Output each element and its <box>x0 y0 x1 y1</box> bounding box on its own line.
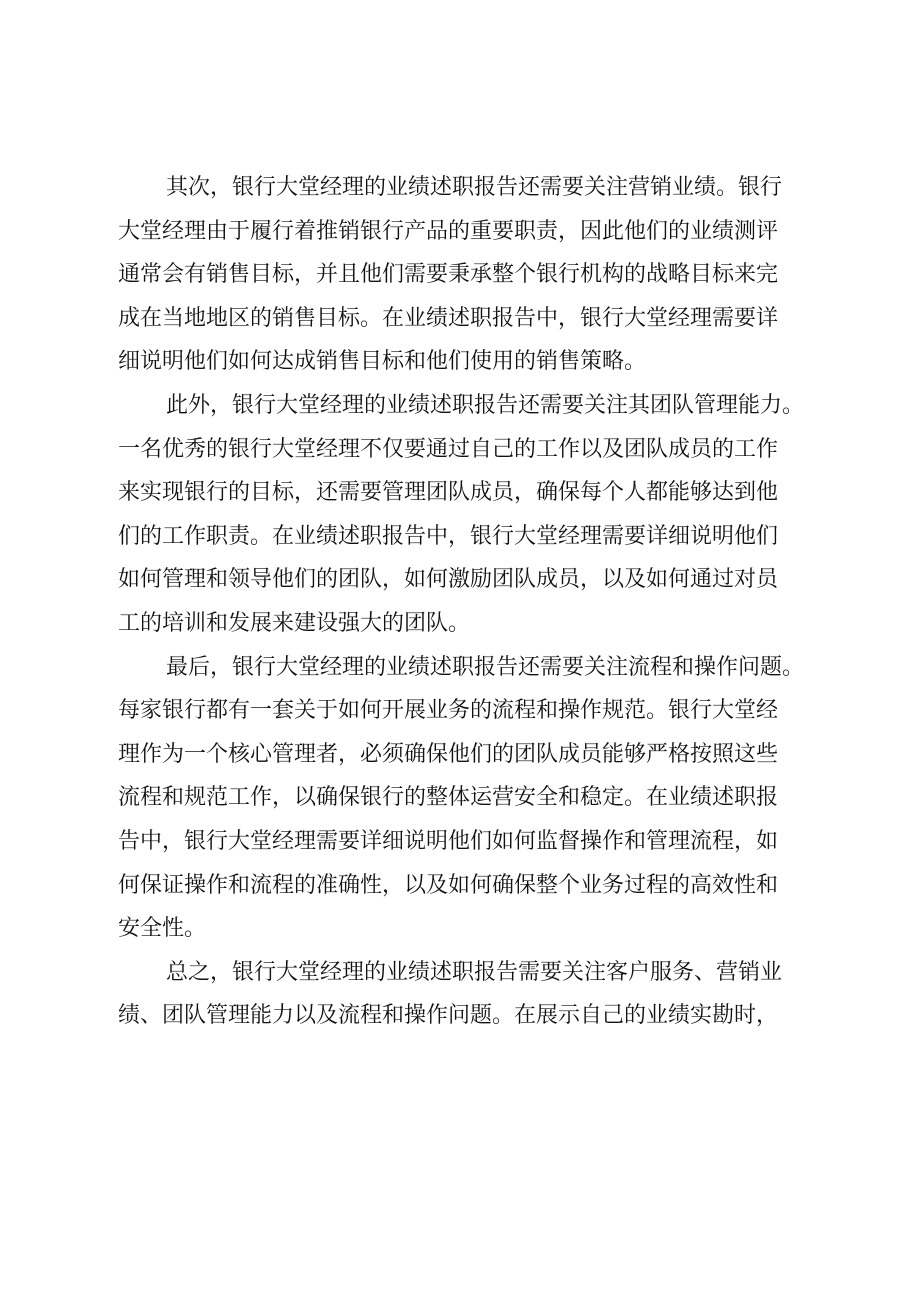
paragraph-team-management <box>118 384 828 646</box>
paragraph-line: 理作为一个核心管理者，必须确保他们的团队成员能够严格按照这些 <box>118 741 779 767</box>
paragraph-line: 工的培训和发展来建设强大的团队。 <box>118 610 471 636</box>
paragraph-summary <box>118 951 828 1038</box>
paragraph-line: 何保证操作和流程的准确性，以及如何确保整个业务过程的高效性和 <box>118 872 779 898</box>
paragraph-line: 流程和规范工作，以确保银行的整体运营安全和稳定。在业绩述职报 <box>118 785 779 811</box>
paragraph-line: 总之，银行大堂经理的业绩述职报告需要关注客户服务、营销业 <box>166 959 783 985</box>
paragraph-marketing <box>118 166 828 384</box>
paragraph-line: 来实现银行的目标，还需要管理团队成员，确保每个人都能够达到他 <box>118 480 779 506</box>
paragraph-line: 其次，银行大堂经理的业绩述职报告还需要关注营销业绩。银行 <box>166 175 783 200</box>
paragraph-line: 每家银行都有一套关于如何开展业务的流程和操作规范。银行大堂经 <box>118 698 779 724</box>
paragraph-line: 一名优秀的银行大堂经理不仅要通过自己的工作以及团队成员的工作 <box>118 436 779 462</box>
paragraph-process-operations <box>118 646 828 951</box>
paragraph-line: 通常会有销售目标，并且他们需要秉承整个银行机构的战略目标来完 <box>118 262 779 288</box>
paragraph-line: 绩、团队管理能力以及流程和操作问题。在展示自己的业绩实勘时， <box>118 1003 779 1029</box>
document-body <box>118 166 828 1038</box>
paragraph-line: 安全性。 <box>118 916 207 942</box>
paragraph-line: 最后，银行大堂经理的业绩述职报告还需要关注流程和操作问题。 <box>166 654 805 680</box>
paragraph-line: 大堂经理由于履行着推销银行产品的重要职责，因此他们的业绩测评 <box>118 218 779 244</box>
paragraph-line: 如何管理和领导他们的团队，如何激励团队成员，以及如何通过对员 <box>118 567 779 593</box>
paragraph-line: 们的工作职责。在业绩述职报告中，银行大堂经理需要详细说明他们 <box>118 523 779 549</box>
paragraph-line: 此外，银行大堂经理的业绩述职报告还需要关注其团队管理能力。 <box>166 392 805 418</box>
paragraph-line: 告中，银行大堂经理需要详细说明他们如何监督操作和管理流程，如 <box>118 828 779 854</box>
paragraph-line: 细说明他们如何达成销售目标和他们使用的销售策略。 <box>118 349 647 375</box>
paragraph-line: 成在当地地区的销售目标。在业绩述职报告中，银行大堂经理需要详 <box>118 305 779 331</box>
